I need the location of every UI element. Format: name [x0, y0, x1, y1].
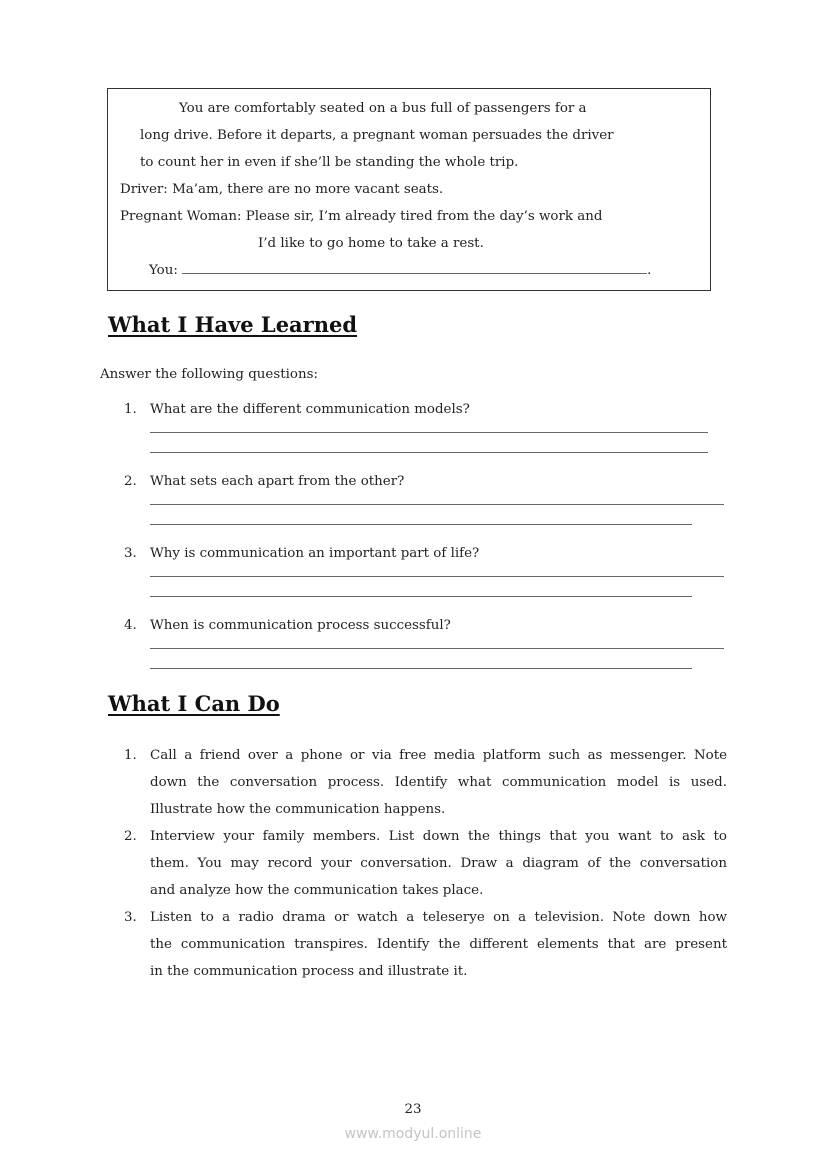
you-label: You:: [149, 263, 178, 278]
driver-line: Driver: Ma’am, there are no more vacant seats.: [120, 182, 444, 197]
item-text: them. You may record your conversation. Draw a diagram of the conversation: [150, 856, 727, 871]
answer-line[interactable]: [150, 576, 724, 577]
question-number: 2.: [124, 474, 137, 489]
you-answer-blank[interactable]: [182, 272, 647, 274]
scenario-text: to count her in even if she’ll be standing the whole trip.: [140, 155, 519, 170]
item-number: 3.: [124, 910, 137, 925]
section-title-can-do: What I Can Do: [108, 691, 280, 716]
section-title-learned: What I Have Learned: [108, 312, 358, 337]
instruction: Answer the following questions:: [100, 367, 318, 382]
woman-line: Pregnant Woman: Please sir, I’m already tired from the day’s work and: [120, 209, 603, 224]
woman-line: I’d like to go home to take a rest.: [258, 236, 484, 251]
item-number: 1.: [124, 748, 137, 763]
question-text: What sets each apart from the other?: [150, 474, 405, 489]
period: .: [647, 263, 652, 278]
question-number: 4.: [124, 618, 137, 633]
item-text: and analyze how the communication takes place.: [150, 883, 484, 898]
question-text: What are the different communication models?: [150, 402, 470, 417]
answer-line[interactable]: [150, 596, 692, 597]
answer-line[interactable]: [150, 452, 708, 453]
item-text: down the conversation process. Identify what communication model is used.: [150, 775, 727, 790]
item-text: Interview your family members. List down the things that you want to ask to: [150, 829, 727, 844]
answer-line[interactable]: [150, 432, 708, 433]
question-text: When is communication process successful?: [150, 618, 451, 633]
answer-line[interactable]: [150, 668, 692, 669]
question-text: Why is communication an important part of life?: [150, 546, 480, 561]
answer-line[interactable]: [150, 524, 692, 525]
scenario-text: long drive. Before it departs, a pregnant woman persuades the driver: [140, 128, 614, 143]
item-number: 2.: [124, 829, 137, 844]
answer-line[interactable]: [150, 504, 724, 505]
item-text: in the communication process and illustrate it.: [150, 964, 468, 979]
question-number: 1.: [124, 402, 137, 417]
page-number: 23: [404, 1102, 422, 1117]
item-text: Call a friend over a phone or via free media platform such as messenger. Note: [150, 748, 727, 763]
watermark: www.modyul.online: [344, 1126, 482, 1142]
item-text: Listen to a radio drama or watch a teleserye on a television. Note down how: [150, 910, 727, 925]
question-number: 3.: [124, 546, 137, 561]
scenario-text: You are comfortably seated on a bus full of passengers for a: [179, 101, 587, 116]
you-response: [149, 263, 651, 278]
item-text: Illustrate how the communication happens.: [150, 802, 446, 817]
answer-line[interactable]: [150, 648, 724, 649]
item-text: the communication transpires. Identify the different elements that are present: [150, 937, 727, 952]
